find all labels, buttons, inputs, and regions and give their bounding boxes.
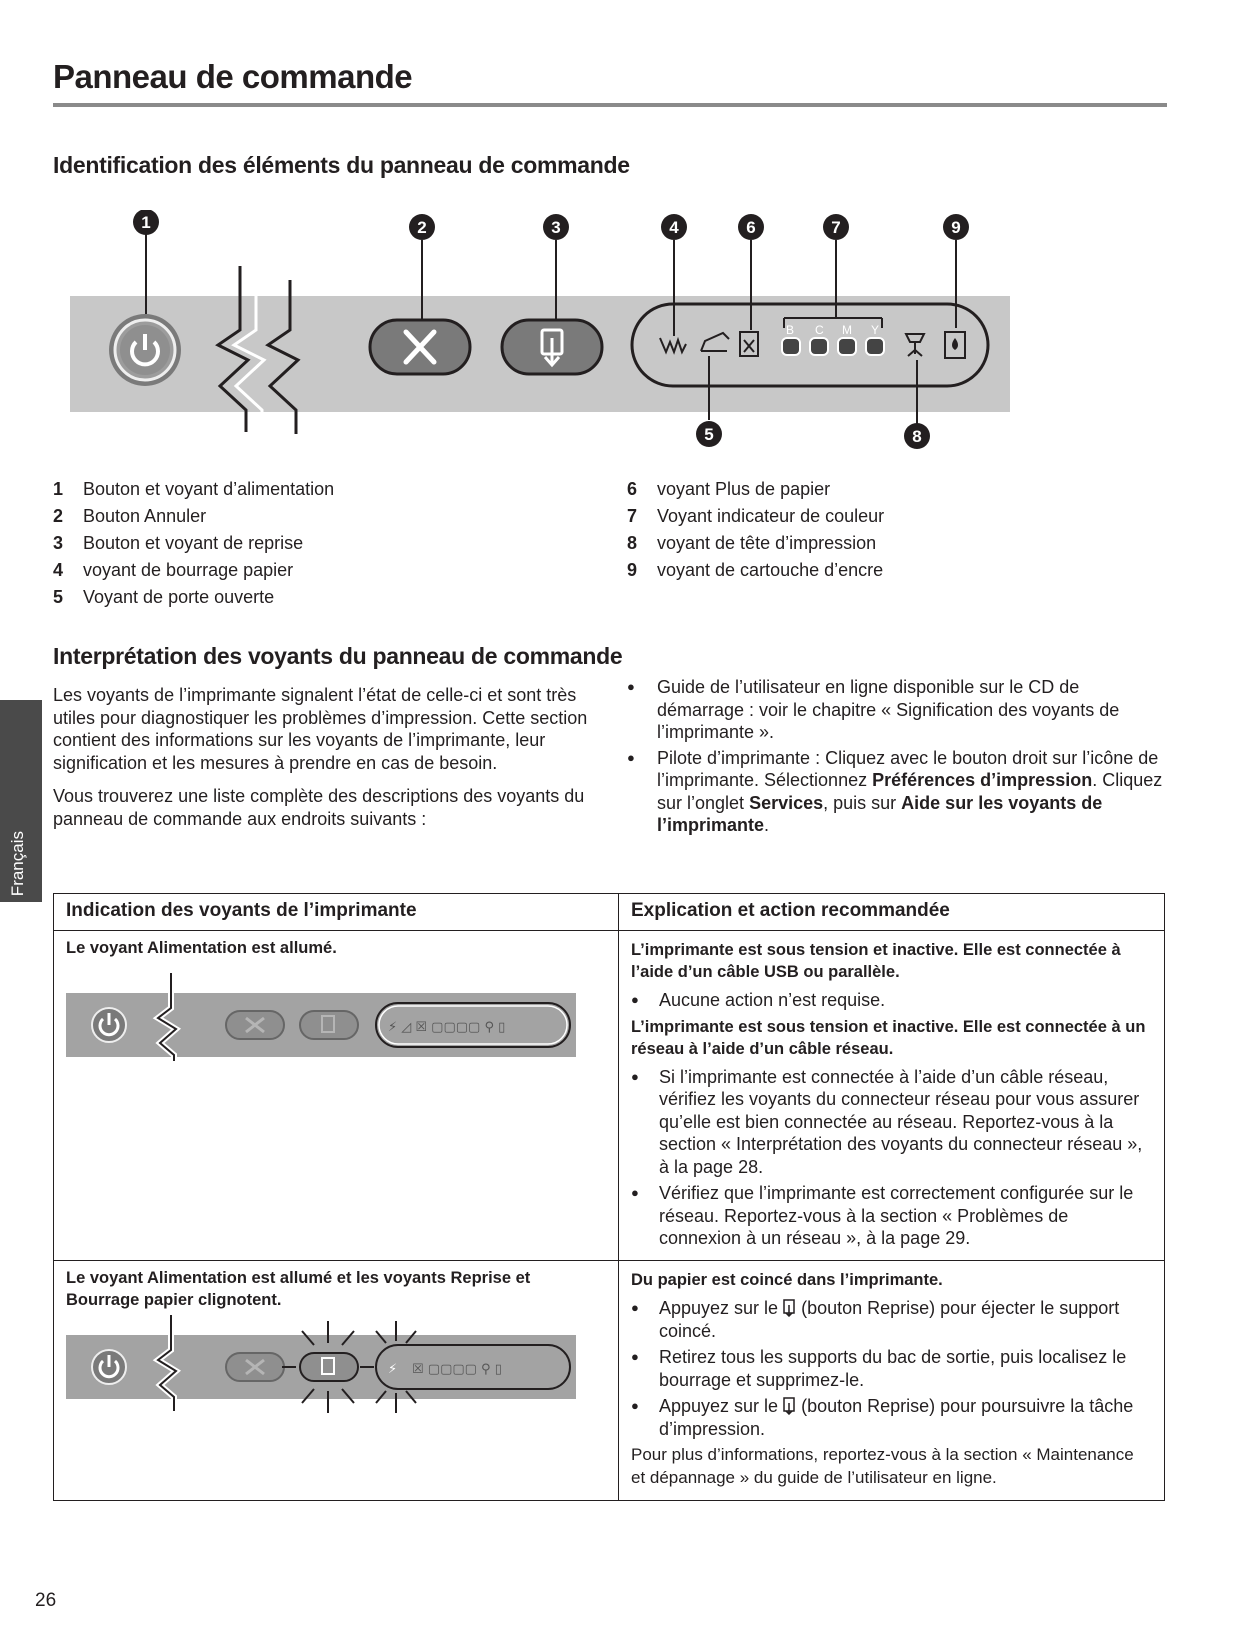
condition-text: Le voyant Alimentation est allumé et les voyants Reprise et Bourrage papier clignotent. — [66, 1269, 531, 1309]
table-row — [54, 931, 1165, 1261]
legend-right — [627, 479, 884, 587]
section-heading-interpretation: Interprétation des voyants du panneau de commande — [53, 643, 623, 669]
resources-list — [627, 676, 1167, 840]
resume-button — [502, 320, 602, 374]
callout-3: 3 — [551, 218, 561, 237]
legend-item: 9 voyant de cartouche d’encre — [627, 560, 884, 580]
action-item: ● Si l’imprimante est connectée à l’aide d’un câble réseau, vérifiez les voyants du connecteur réseau pour vous assurer qu’elle est bien connectée au réseau. Reportez-vous à la section « Interprétation des voyants du connecteur réseau », à la page 28. — [631, 1066, 1152, 1179]
legend-item: 4 voyant de bourrage papier — [53, 560, 294, 580]
color-letter: C — [815, 323, 824, 337]
legend-item: 8 voyant de tête d’impression — [627, 533, 877, 553]
cancel-button — [370, 320, 470, 374]
panel-state-illustration — [66, 963, 596, 1063]
color-letter: B — [786, 323, 795, 337]
callout-1: 1 — [141, 213, 151, 232]
indicator-icons: ⚡ ◿ ☒ ▢▢▢▢ ⚲ ▯ — [388, 1020, 506, 1035]
explanation-heading: Du papier est coincé dans l’imprimante. — [631, 1271, 943, 1289]
resume-button-icon — [783, 1397, 796, 1415]
legend-item: 2 Bouton Annuler — [53, 506, 207, 526]
action-item: ● Appuyez sur le (bouton Reprise) pour poursuivre la tâche d’impression. — [631, 1395, 1152, 1440]
resource-item: ● Guide de l’utilisateur en ligne disponible sur le CD de démarrage : voir le chapitre « Signification des voyants de l’imprimante ». — [627, 676, 1167, 744]
legend-item: 6 voyant Plus de papier — [627, 479, 831, 499]
legend-item: 5 Voyant de porte ouverte — [53, 587, 275, 607]
explanation-heading: L’imprimante est sous tension et inactive. Elle est connectée à l’aide d’un câble USB ou parallèle. — [631, 941, 1121, 981]
legend-left — [53, 479, 334, 614]
callout-2: 2 — [417, 218, 427, 237]
action-item: ● Vérifiez que l’imprimante est correctement configurée sur le réseau. Reportez-vous à la section « Problèmes de connexion à un réseau », à la page 29. — [631, 1182, 1152, 1250]
action-item: ● Aucune action n’est requise. — [631, 989, 1152, 1012]
callout-4: 4 — [669, 218, 679, 237]
table-header-row — [54, 894, 1165, 931]
resume-button-icon — [783, 1299, 796, 1317]
paper-jam-icon: ⚡ — [388, 1362, 398, 1377]
table-header: Indication des voyants de l’imprimante — [54, 894, 619, 931]
callout-6: 6 — [746, 218, 756, 237]
control-panel-diagram — [40, 210, 1040, 470]
more-info-text: Pour plus d’informations, reportez-vous à la section « Maintenance et dépannage » du guide de l’utilisateur en ligne. — [631, 1445, 1134, 1487]
intro-paragraph: Les voyants de l’imprimante signalent l’état de celle-ci et sont très utiles pour diagnostiquer les problèmes d’impression. Cette section contient des informations sur les voyants de l’imprimante, leur signification et les mesures à prendre en cas de besoin. — [53, 685, 588, 773]
color-letter: M — [842, 323, 852, 337]
color-letter: Y — [871, 323, 880, 337]
table-row — [54, 1261, 1165, 1501]
action-item: ● Retirez tous les supports du bac de sortie, puis localisez le bourrage et supprimez-le. — [631, 1346, 1152, 1391]
condition-text: Le voyant Alimentation est allumé. — [66, 939, 337, 957]
table-header: Explication et action recommandée — [619, 894, 1165, 931]
action-list — [631, 989, 1152, 1012]
status-table — [53, 893, 1165, 1501]
language-tab — [0, 700, 42, 902]
action-list — [631, 1066, 1152, 1250]
legend-item: 1 Bouton et voyant d’alimentation — [53, 479, 335, 499]
page-number: 26 — [35, 1590, 57, 1611]
explanation-heading: L’imprimante est sous tension et inactive. Elle est connectée à un réseau à l’aide d’un câble réseau. — [631, 1017, 1146, 1058]
power-button — [109, 314, 181, 386]
callout-8: 8 — [912, 427, 922, 446]
legend-item: 7 Voyant indicateur de couleur — [627, 506, 885, 526]
page-title: Panneau de commande — [53, 58, 413, 95]
title-rule — [53, 103, 1167, 107]
action-item: ● Appuyez sur le (bouton Reprise) pour éjecter le support coincé. — [631, 1297, 1152, 1342]
indicator-icons: ☒ ▢▢▢▢ ⚲ ▯ — [412, 1362, 502, 1377]
section-heading-identification: Identification des éléments du panneau de commande — [53, 152, 630, 178]
action-list — [631, 1297, 1152, 1440]
language-label: Français — [8, 830, 27, 896]
callout-5: 5 — [704, 425, 714, 444]
panel-state-illustration-blinking — [66, 1315, 596, 1415]
callout-9: 9 — [951, 218, 961, 237]
resource-item: ● Pilote d’imprimante : Cliquez avec le bouton droit sur l’icône de l’imprimante. Sélectionnez Préférences d’impression. Cliquez sur l’onglet Services, puis sur Aide sur les voyants de l’imprimante. — [627, 747, 1167, 837]
callout-7: 7 — [831, 218, 841, 237]
intro-paragraph-2: Vous trouverez une liste complète des descriptions des voyants du panneau de commande aux endroits suivants : — [53, 786, 585, 829]
legend-item: 3 Bouton et voyant de reprise — [53, 533, 304, 553]
